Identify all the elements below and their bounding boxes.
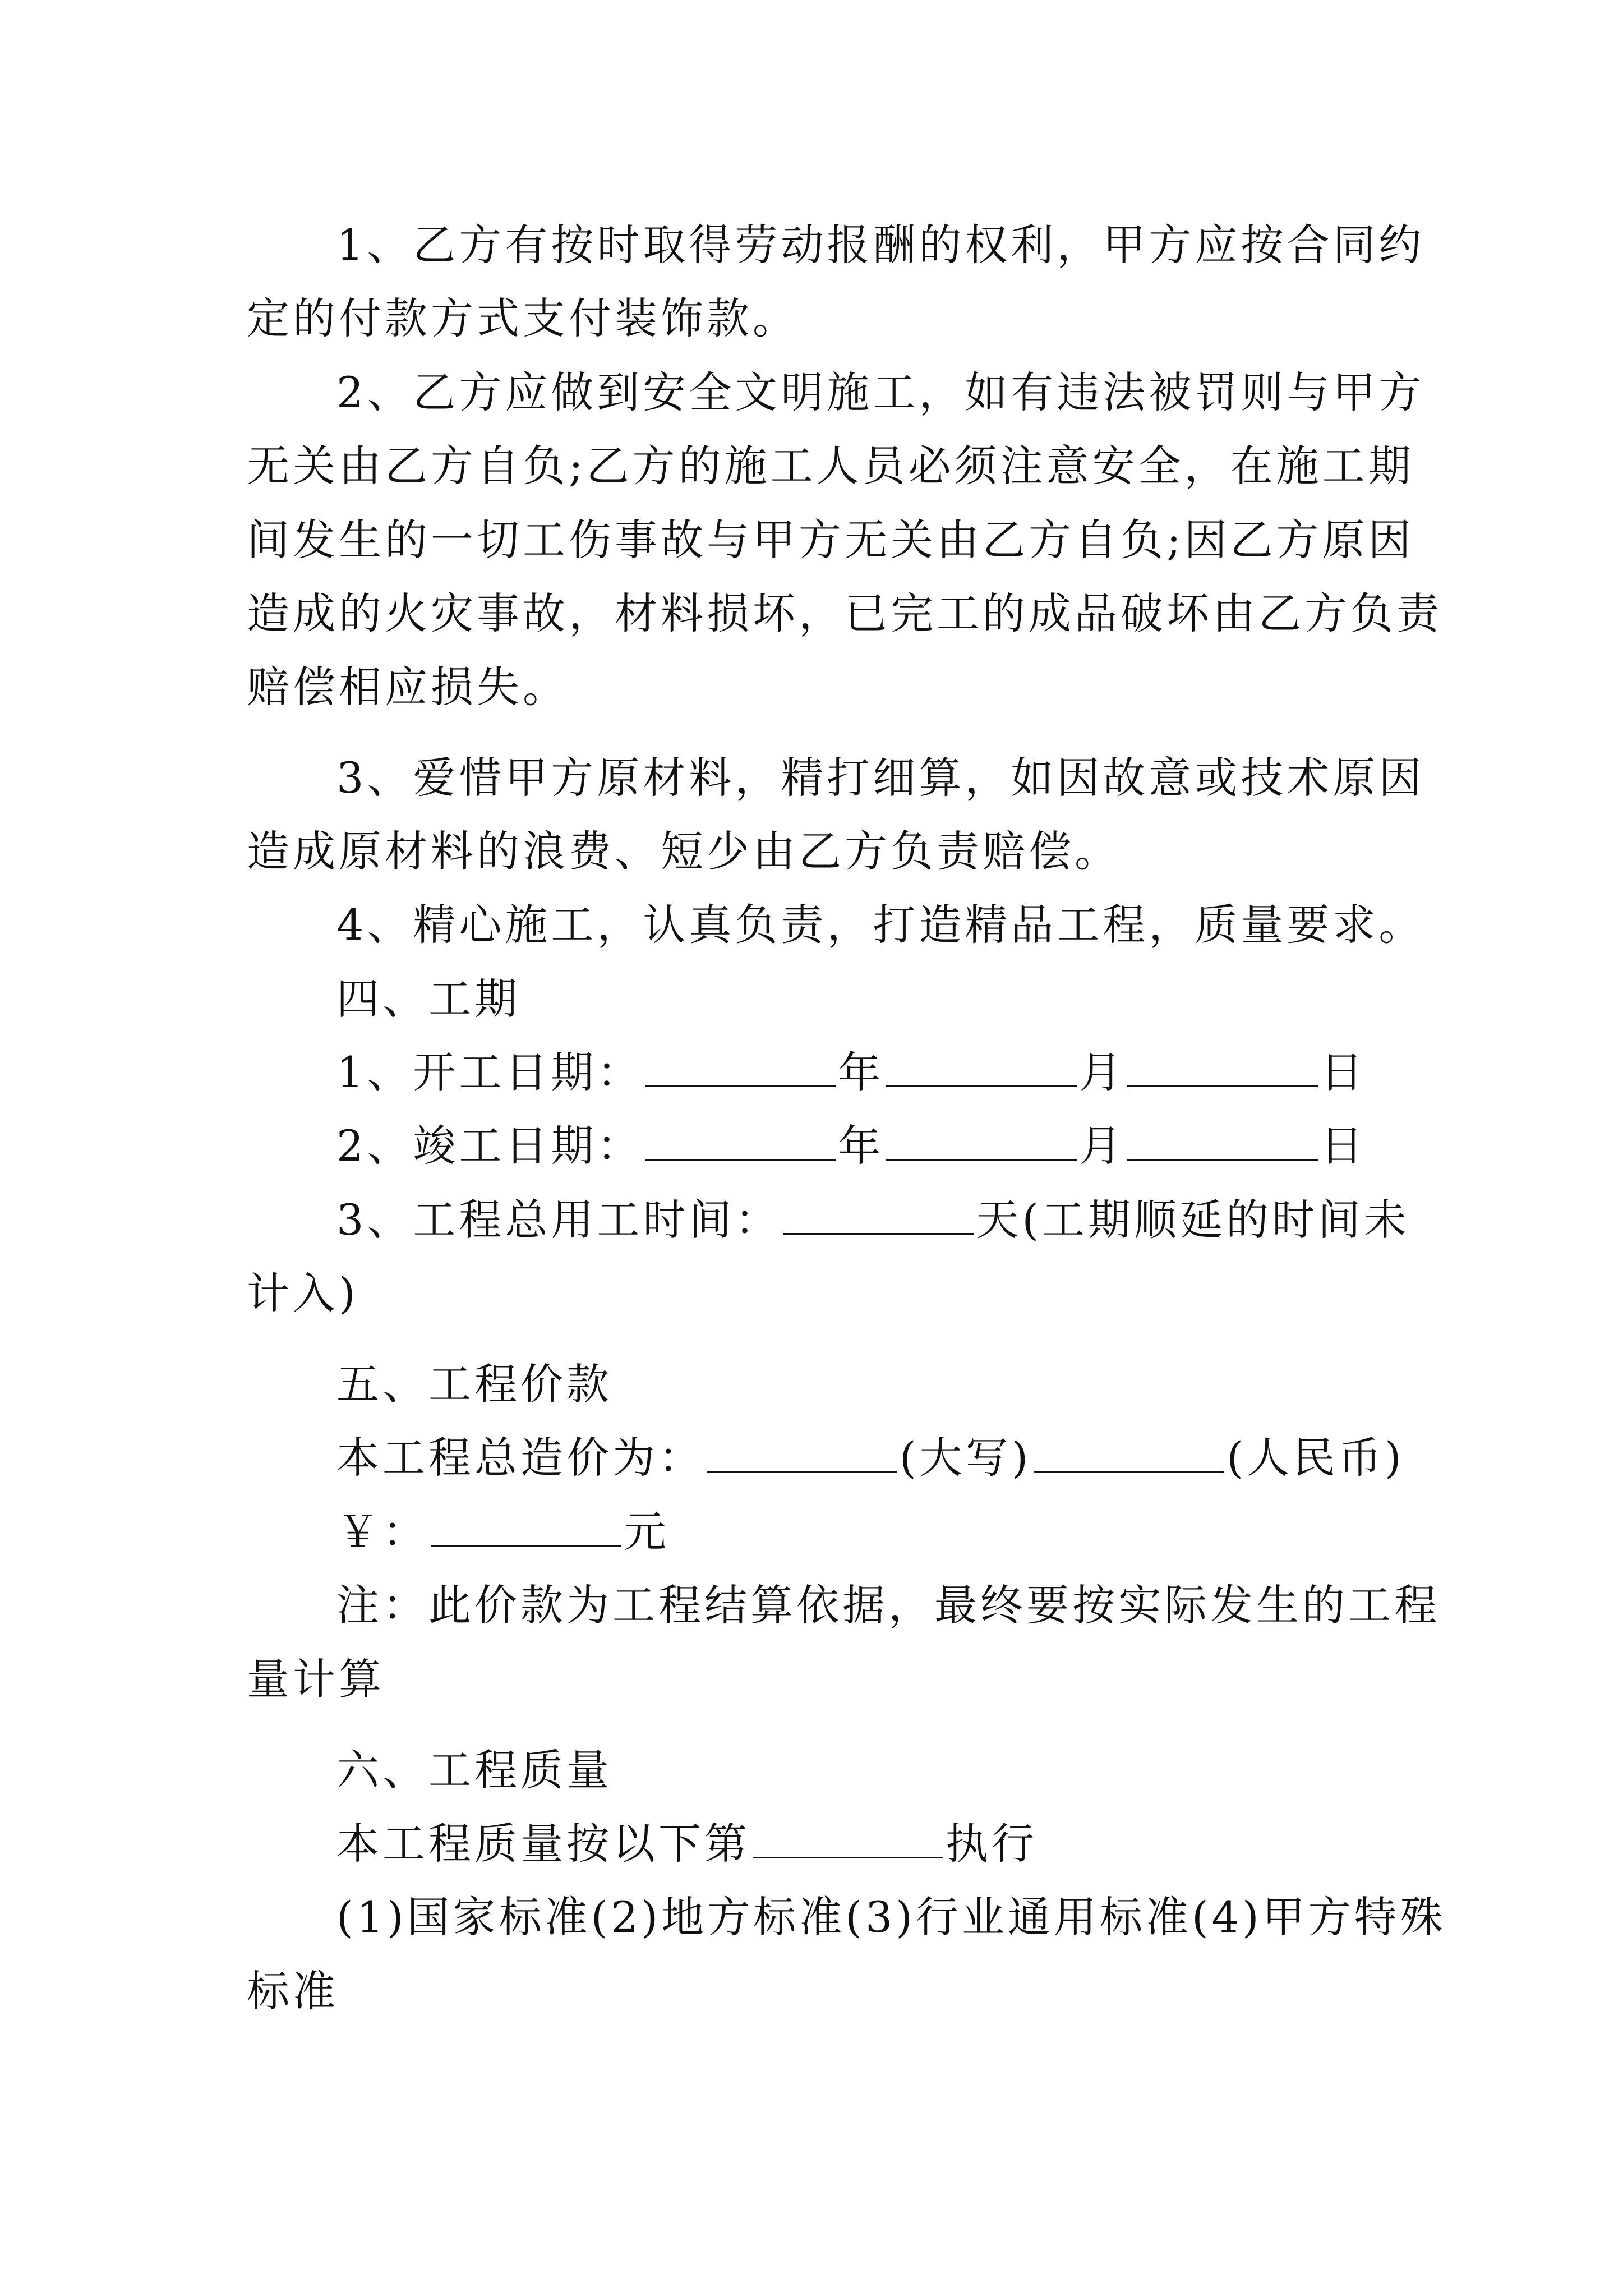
paragraph-line: 1、乙方有按时取得劳动报酬的权利，甲方应按合同约 [336, 220, 1425, 270]
paragraph-line: 间发生的一切工伤事故与甲方无关由乙方自负;因乙方原因 [247, 515, 1414, 565]
paragraph-line: 量计算 [247, 1654, 385, 1704]
month-label: 月 [1079, 1047, 1126, 1097]
quality-suffix: 执行 [946, 1819, 1038, 1869]
paragraph-line: 2、乙方应做到安全文明施工，如有违法被罚则与甲方 [336, 367, 1425, 417]
day-label: 日 [1320, 1047, 1367, 1097]
quality-line [336, 1813, 1376, 1875]
start-date-label: 1、开工日期： [336, 1047, 643, 1097]
yuan-label: 元 [624, 1507, 670, 1557]
paragraph-line: 造成原材料的浪费、短少由乙方负责赔偿。 [247, 826, 1121, 876]
quality-blank [753, 1816, 943, 1858]
start-month-blank [886, 1045, 1077, 1087]
price-yen-line [336, 1501, 1376, 1563]
end-date-line [336, 1115, 1376, 1177]
start-day-blank [1127, 1045, 1318, 1087]
total-time-suffix: 天(工期顺延的时间未 [976, 1195, 1410, 1245]
paragraph-line: 定的付款方式支付装饰款。 [247, 293, 799, 343]
price-rmb-label: (人民币) [1227, 1433, 1405, 1483]
yen-amount-blank [431, 1504, 621, 1547]
paragraph-line: 赔偿相应损失。 [247, 662, 569, 712]
paragraph-line: (1)国家标准(2)地方标准(3)行业通用标准(4)甲方特殊 [336, 1892, 1446, 1942]
section-heading: 四、工期 [336, 974, 520, 1024]
month-label: 月 [1079, 1121, 1126, 1171]
paragraph-line: 计入) [247, 1268, 359, 1318]
total-time-line [336, 1189, 1410, 1251]
paragraph-line: 3、爱惜甲方原材料，精打细算，如因故意或技术原因 [336, 753, 1425, 803]
paragraph-line: 无关由乙方自负;乙方的施工人员必须注意安全，在施工期 [247, 441, 1414, 491]
end-day-blank [1127, 1119, 1318, 1161]
day-label: 日 [1320, 1121, 1367, 1171]
end-date-label: 2、竣工日期： [336, 1121, 643, 1171]
year-label: 年 [838, 1121, 884, 1171]
price-rmb-blank [1034, 1430, 1224, 1473]
paragraph-line: 4、精心施工，认真负责，打造精品工程，质量要求。 [336, 900, 1425, 950]
quality-label: 本工程质量按以下第 [336, 1819, 750, 1869]
total-time-label: 3、工程总用工时间： [336, 1195, 781, 1245]
total-days-blank [783, 1193, 974, 1235]
price-upper-blank [707, 1430, 897, 1473]
section-heading: 五、工程价款 [336, 1359, 612, 1409]
price-label: 本工程总造价为： [336, 1433, 704, 1483]
paragraph-line: 标准 [247, 1966, 339, 2016]
paragraph-line: 造成的火灾事故，材料损坏，已完工的成品破坏由乙方负责 [247, 588, 1442, 638]
start-date-line [336, 1042, 1376, 1103]
end-year-blank [645, 1119, 836, 1161]
section-heading: 六、工程质量 [336, 1745, 612, 1795]
yen-label: ￥： [336, 1507, 428, 1557]
price-line [336, 1427, 1405, 1489]
year-label: 年 [838, 1047, 884, 1097]
paragraph-line: 注：此价款为工程结算依据，最终要按实际发生的工程 [336, 1580, 1440, 1630]
end-month-blank [886, 1119, 1077, 1161]
price-upper-label: (大写) [900, 1433, 1032, 1483]
start-year-blank [645, 1045, 836, 1087]
